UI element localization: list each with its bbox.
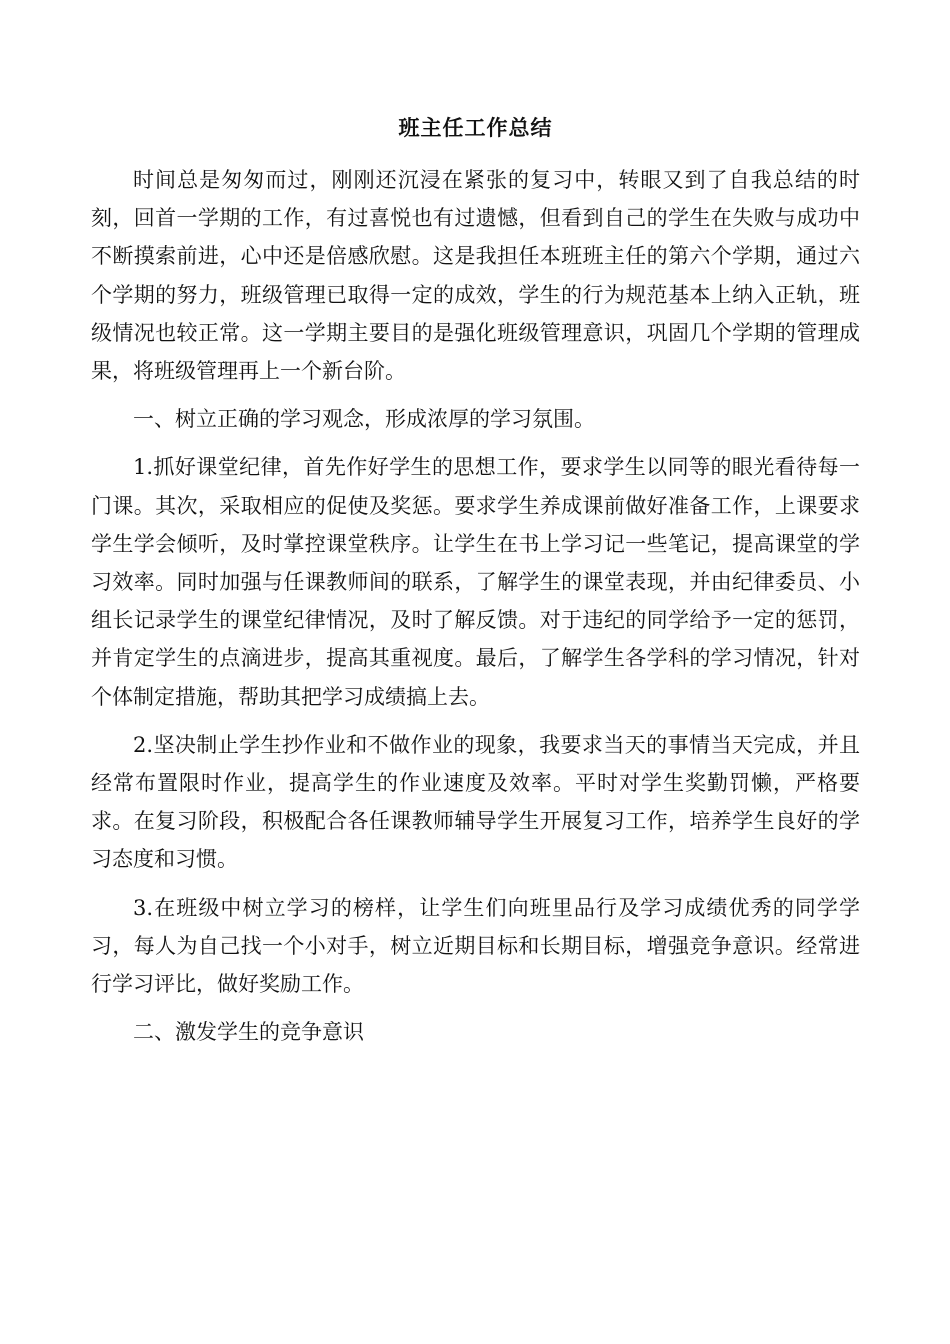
paragraph-item-1: 1.抓好课堂纪律，首先作好学生的思想工作，要求学生以同等的眼光看待每一门课。其次，采取相应的促使及奖惩。要求学生养成课前做好准备工作，上课要求学生学会倾听，及时掌控课堂秩序。让学生在书上学习记一些笔记，提高课堂的学习效率。同时加强与任课教师间的联系，了解学生的课堂表现，并由纪律委员、小组长记录学生的课堂纪律情况，及时了解反馈。对于违纪的同学给予一定的惩罚，并肯定学生的点滴进步，提高其重视度。最后，了解学生各学科的学习情况，针对个体制定措施，帮助其把学习成绩搞上去。 bbox=[91, 455, 860, 709]
document-title: 班主任工作总结 bbox=[398, 115, 553, 140]
paragraph-item-3: 3.在班级中树立学习的榜样，让学生们向班里品行及学习成绩优秀的同学学习，每人为自己找一个小对手，树立近期目标和长期目标，增强竞争意识。经常进行学习评比，做好奖励工作。 bbox=[91, 895, 860, 997]
paragraph-intro: 时间总是匆匆而过，刚刚还沉浸在紧张的复习中，转眼又到了自我总结的时刻，回首一学期的工作，有过喜悦也有过遗憾，但看到自己的学生在失败与成功中不断摸索前进，心中还是倍感欣慰。这是我担任本班班主任的第六个学期，通过六个学期的努力，班级管理已取得一定的成效，学生的行为规范基本上纳入正轨，班级情况也较正常。这一学期主要目的是强化班级管理意识，巩固几个学期的管理成果，将班级管理再上一个新台阶。 bbox=[91, 168, 860, 384]
paragraph-item-2: 2.坚决制止学生抄作业和不做作业的现象，我要求当天的事情当天完成，并且经常布置限时作业，提高学生的作业速度及效率。平时对学生奖勤罚懒，严格要求。在复习阶段，积极配合各任课教师辅导学生开展复习工作，培养学生良好的学习态度和习惯。 bbox=[91, 732, 860, 872]
section-heading-1: 一、树立正确的学习观念，形成浓厚的学习氛围。 bbox=[133, 407, 595, 432]
section-heading-2: 二、激发学生的竞争意识 bbox=[133, 1020, 364, 1045]
